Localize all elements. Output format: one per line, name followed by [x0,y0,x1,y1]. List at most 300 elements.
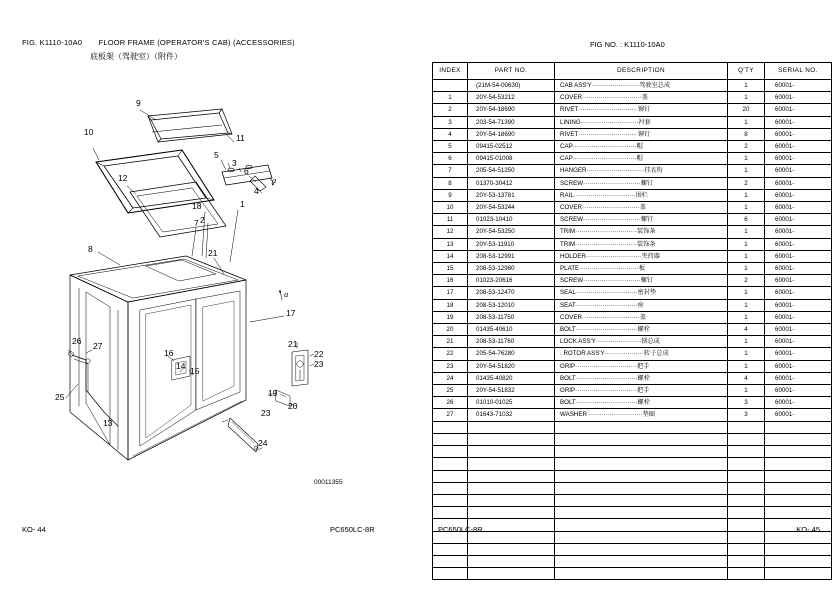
cell-part-no: 01435-40820 [468,372,555,384]
cell-empty [468,470,555,482]
cell-qty: 1 [728,165,765,177]
table-row-empty [433,482,832,494]
cell-index: 22 [433,348,468,360]
description-en: GRIP [560,387,576,395]
cell-serial-no: 60001- [765,360,832,372]
cell-serial-no: 60001- [765,177,832,189]
description-dots: ···························· [583,277,641,285]
description-dots: ···························· [582,204,640,212]
footer-model-left: PC650LC-8R [330,525,375,534]
cell-empty [765,555,832,567]
cell-serial-no: 60001- [765,104,832,116]
figure-number: FIG NO. : K1110-10A0 [590,40,665,49]
cell-description [555,311,728,323]
cell-description [555,92,728,104]
right-page [420,0,840,596]
description-cn: 密封垫 [637,289,657,297]
cell-description [555,336,728,348]
description-en: TRIM [560,228,576,236]
callout-label: 5 [214,150,219,160]
description-cn: 帽 [636,143,643,151]
cell-description [555,189,728,201]
cell-qty: 20 [728,104,765,116]
description-en: COVER [560,94,583,102]
cell-qty: 1 [728,336,765,348]
section-mark-a: a [284,289,289,299]
cell-serial-no: 60001- [765,299,832,311]
cell-empty [728,555,765,567]
description-en: HOLDER [560,252,586,260]
cell-empty [728,507,765,519]
cell-index: 23 [433,360,468,372]
cell-empty [433,543,468,555]
cell-serial-no: 60001- [765,275,832,287]
cell-serial-no: 60001- [765,372,832,384]
header-part-no: PART NO. [468,63,555,80]
cell-description [555,80,728,92]
description-cn: 螺栓 [637,374,650,382]
cell-part-no: 01370-30412 [468,177,555,189]
table-row [433,372,832,384]
description-cn: 板 [638,265,646,273]
cell-serial-no: 60001- [765,336,832,348]
description-en: SEAT [560,301,576,309]
cell-serial-no: 60001- [765,287,832,299]
callout-label: 17 [286,308,296,318]
table-row-empty [433,555,832,567]
cell-empty [765,494,832,506]
cell-index: 20 [433,324,468,336]
callout-label: 13 [103,418,113,428]
description-en: SCREW [560,277,584,285]
cell-part-no: 20Y-54-18690 [468,104,555,116]
callout-label: 4 [254,186,259,196]
cell-index: 19 [433,311,468,323]
cell-serial-no: 60001- [765,311,832,323]
cell-index: 24 [433,372,468,384]
cell-empty [765,507,832,519]
callout-label: 22 [314,349,324,359]
description-en: BOLT [560,374,576,382]
description-cn: 螺栓 [637,326,650,334]
description-cn: 铆钉 [638,106,651,114]
cell-serial-no: 60001- [765,397,832,409]
cell-empty [555,519,728,531]
cell-empty [468,555,555,567]
cell-empty [468,446,555,458]
description-dots: ···························· [586,167,645,175]
description-en: TRIM [560,240,576,248]
cell-qty: 1 [728,311,765,323]
cell-description [555,177,728,189]
cell-serial-no: 60001- [765,226,832,238]
cell-empty [468,507,555,519]
description-dots: ······························ [575,240,637,248]
callout-label: 24 [258,438,268,448]
cell-index: 17 [433,287,468,299]
table-row [433,250,832,262]
cell-description [555,385,728,397]
cell-part-no: 205-54-76280 [468,348,555,360]
description-dots: ······························ [575,374,638,382]
cell-empty [728,446,765,458]
section-mark-a: a [272,175,277,185]
callout-label: 26 [72,336,82,346]
cell-empty [765,446,832,458]
cell-serial-no: 60001- [765,116,832,128]
callout-label: 9 [136,98,141,108]
cell-empty [555,421,728,433]
callout-label: 21 [208,248,218,258]
cell-qty: 1 [728,250,765,262]
cell-index: 8 [433,177,468,189]
callout-label: 15 [190,366,200,376]
cell-empty [555,555,728,567]
table-row [433,141,832,153]
cell-qty: 1 [728,153,765,165]
parts-table-header [433,63,832,80]
cell-part-no: 208-53-11750 [468,311,555,323]
table-row [433,214,832,226]
table-row-empty [433,531,832,543]
table-row [433,128,832,140]
callout-label: 1 [240,199,245,209]
cell-qty: 2 [728,177,765,189]
description-dots: ···························· [582,313,640,321]
cell-description [555,153,728,165]
figure-heading [22,38,295,47]
description-en: COVER [560,204,583,212]
description-dots: ··························· [586,411,643,419]
cell-empty [728,470,765,482]
table-row-empty [433,433,832,445]
cell-serial-no: 60001- [765,409,832,421]
cell-serial-no: 60001- [765,141,832,153]
table-row [433,348,832,360]
cell-part-no: 208-53-12470 [468,287,555,299]
description-dots: ···························· [580,118,639,126]
callout-label: 11 [236,133,245,143]
cell-serial-no: 60001- [765,153,832,165]
cell-serial-no: 60001- [765,263,832,275]
cell-empty [433,458,468,470]
table-row [433,324,832,336]
callout-label: 27 [93,341,103,351]
cell-index: 16 [433,275,468,287]
cell-description [555,299,728,311]
description-dots: ······························ [575,399,638,407]
cell-serial-no: 60001- [765,202,832,214]
cell-description [555,238,728,250]
table-row-empty [433,421,832,433]
description-dots: ······························ [575,362,637,370]
cell-serial-no: 60001- [765,250,832,262]
cell-part-no: 20Y-54-51832 [468,385,555,397]
description-en: LINING [560,118,581,126]
cell-empty [555,507,728,519]
parts-table-body [433,80,832,580]
cell-empty [765,568,832,580]
cell-empty [555,458,728,470]
description-en: COVER [560,313,583,321]
description-en: HANGER [560,167,587,175]
cell-description [555,226,728,238]
cell-part-no: 20Y-54-51820 [468,360,555,372]
table-row [433,80,832,92]
cell-empty [765,482,832,494]
cell-part-no: 205-54-51250 [468,165,555,177]
table-row [433,104,832,116]
cell-index: 27 [433,409,468,421]
description-en: LOCK ASS'Y [560,338,596,346]
cell-index: 21 [433,336,468,348]
callout-label: 16 [164,348,174,358]
table-row [433,360,832,372]
cell-index: 15 [433,263,468,275]
cell-empty [468,482,555,494]
cell-empty [728,433,765,445]
description-dots: ····························· [578,130,638,138]
description-en: CAB ASS'Y [560,82,592,89]
cell-qty: 8 [728,128,765,140]
cell-index: 1 [433,92,468,104]
description-en: WASHER [560,411,587,419]
cell-empty [555,482,728,494]
table-row [433,153,832,165]
cell-qty: 6 [728,214,765,226]
cell-description [555,409,728,421]
cell-empty [433,433,468,445]
cell-empty [765,458,832,470]
cell-empty [468,543,555,555]
description-cn: 螺钉 [640,179,654,187]
description-cn: 座 [637,301,644,309]
cell-part-no: 20Y-53-11910 [468,238,555,250]
cell-qty: 2 [728,275,765,287]
cell-serial-no: 60001- [765,238,832,250]
cell-description [555,250,728,262]
drawing-id: 00011355 [314,479,343,486]
description-en: BOLT [560,399,576,407]
description-cn: 盖 [641,94,648,102]
cell-qty: 1 [728,116,765,128]
cell-description [555,165,728,177]
header-index: INDEX [433,63,468,80]
cell-empty [433,507,468,519]
cell-serial-no: 60001- [765,189,832,201]
callout-label: 23 [261,408,271,418]
cell-empty [555,446,728,458]
cell-index: 2 [433,104,468,116]
cell-index: 14 [433,250,468,262]
cell-empty [728,531,765,543]
cell-qty: 4 [728,324,765,336]
description-cn: 螺钉 [640,277,654,285]
description-en: SCREW [560,179,584,187]
description-dots: ······························ [575,228,637,236]
table-row [433,226,832,238]
cell-part-no: 09415-01008 [468,153,555,165]
cell-empty [555,470,728,482]
table-row [433,397,832,409]
cell-empty [433,482,468,494]
callout-label: 10 [84,127,94,137]
cell-empty [433,494,468,506]
table-row [433,92,832,104]
description-dots: ···························· [583,179,641,187]
cell-qty: 3 [728,409,765,421]
description-dots: ······························ [575,289,638,297]
cell-empty [433,446,468,458]
description-cn: 驾驶室总成 [639,82,671,89]
cell-qty: 1 [728,238,765,250]
cell-qty: 4 [728,372,765,384]
cell-index: 26 [433,397,468,409]
cell-qty: 1 [728,92,765,104]
cell-qty: 1 [728,263,765,275]
header-serial-no: SERIAL NO. [765,63,832,80]
cell-qty: 3 [728,397,765,409]
cell-empty [555,494,728,506]
callout-label: 23 [314,359,324,369]
cell-qty: 2 [728,141,765,153]
callout-label: 20 [288,401,298,411]
description-dots: ······························ [575,301,638,309]
description-en: RIVET [560,130,579,138]
cell-index: 6 [433,153,468,165]
description-cn: 转子总成 [643,350,669,358]
description-dots: ······························· [572,143,637,151]
callout-label: 21 [288,339,298,349]
table-row [433,275,832,287]
cell-serial-no: 60001- [765,348,832,360]
cell-empty [433,568,468,580]
figure-title-cn: 底板架（驾驶室）（附件） [90,52,182,61]
cell-index: 13 [433,238,468,250]
parts-table [432,62,832,580]
cell-description [555,397,728,409]
figure-title: FLOOR FRAME (OPERATOR'S CAB) (ACCESSORIES) [98,38,295,47]
table-row [433,238,832,250]
cell-index: 3 [433,116,468,128]
cell-qty: 1 [728,360,765,372]
cell-qty: 1 [728,80,765,92]
cell-part-no: (21M-54-00630) [468,80,555,92]
cell-part-no: 20Y-53-13781 [468,189,555,201]
cell-part-no: 20Y-54-53250 [468,226,555,238]
callout-label: 18 [192,201,202,211]
table-row [433,189,832,201]
cell-part-no: 208-53-11760 [468,336,555,348]
description-cn: 装饰条 [636,240,656,248]
cell-index: 10 [433,202,468,214]
cell-part-no: 208-53-12991 [468,250,555,262]
cell-serial-no: 60001- [765,165,832,177]
cell-description [555,348,728,360]
table-row [433,202,832,214]
cell-empty [555,568,728,580]
cell-empty [468,433,555,445]
footer-page-left: KO- 44 [22,525,46,534]
cell-empty [555,543,728,555]
cell-part-no: 09415-02512 [468,141,555,153]
cell-empty [433,555,468,567]
cell-empty [728,568,765,580]
description-en: GRIP [560,362,576,370]
description-dots: ······························ [573,191,636,199]
description-cn: 铆钉 [638,130,651,138]
drawing-svg [0,60,420,490]
cell-empty [765,433,832,445]
callout-label: 12 [118,173,128,183]
cell-description [555,263,728,275]
cell-part-no: 20Y-54-18690 [468,128,555,140]
description-en: RIVET [560,106,579,114]
cell-empty [468,494,555,506]
table-row-empty [433,568,832,580]
description-dots: ······························· [572,155,637,163]
cell-empty [728,519,765,531]
cell-empty [728,543,765,555]
cell-empty [765,470,832,482]
figure-code: FIG. K1110-10A0 [22,38,83,47]
header-description: DESCRIPTION [555,63,728,80]
callout-label: 7 [194,218,199,228]
cell-part-no: 208-53-12010 [468,299,555,311]
cell-description [555,214,728,226]
description-cn: 把手 [636,362,650,370]
cell-empty [728,494,765,506]
table-row [433,409,832,421]
cell-serial-no: 60001- [765,80,832,92]
cell-description [555,141,728,153]
cell-description [555,128,728,140]
description-dots: ······················ [595,338,642,346]
description-dots: ····························· [582,94,642,102]
description-en: CAP [560,143,573,151]
cell-description [555,275,728,287]
table-row [433,311,832,323]
description-dots: ··················· [604,350,644,358]
cell-empty [728,458,765,470]
cell-index: 12 [433,226,468,238]
cell-part-no: 203-54-71390 [468,116,555,128]
cell-serial-no: 60001- [765,92,832,104]
description-en: SCREW [560,216,584,224]
callout-label: 19 [268,388,278,398]
cell-part-no: 208-53-12980 [468,263,555,275]
cell-description [555,104,728,116]
cell-qty: 1 [728,287,765,299]
table-row [433,263,832,275]
cell-index: 18 [433,299,468,311]
description-cn: 盖 [639,313,646,321]
description-cn: 螺栓 [637,399,650,407]
callout-label: 6 [244,166,249,176]
description-dots: ···························· [583,216,641,224]
description-cn: 把手 [636,387,650,395]
table-row-empty [433,543,832,555]
cell-serial-no: 60001- [765,214,832,226]
table-row [433,287,832,299]
cell-empty [468,458,555,470]
cell-part-no: 01643-71032 [468,409,555,421]
cell-empty [728,421,765,433]
cell-empty [765,543,832,555]
cell-qty: 1 [728,299,765,311]
description-dots: ··························· [585,252,642,260]
description-dots: ······························ [575,387,637,395]
